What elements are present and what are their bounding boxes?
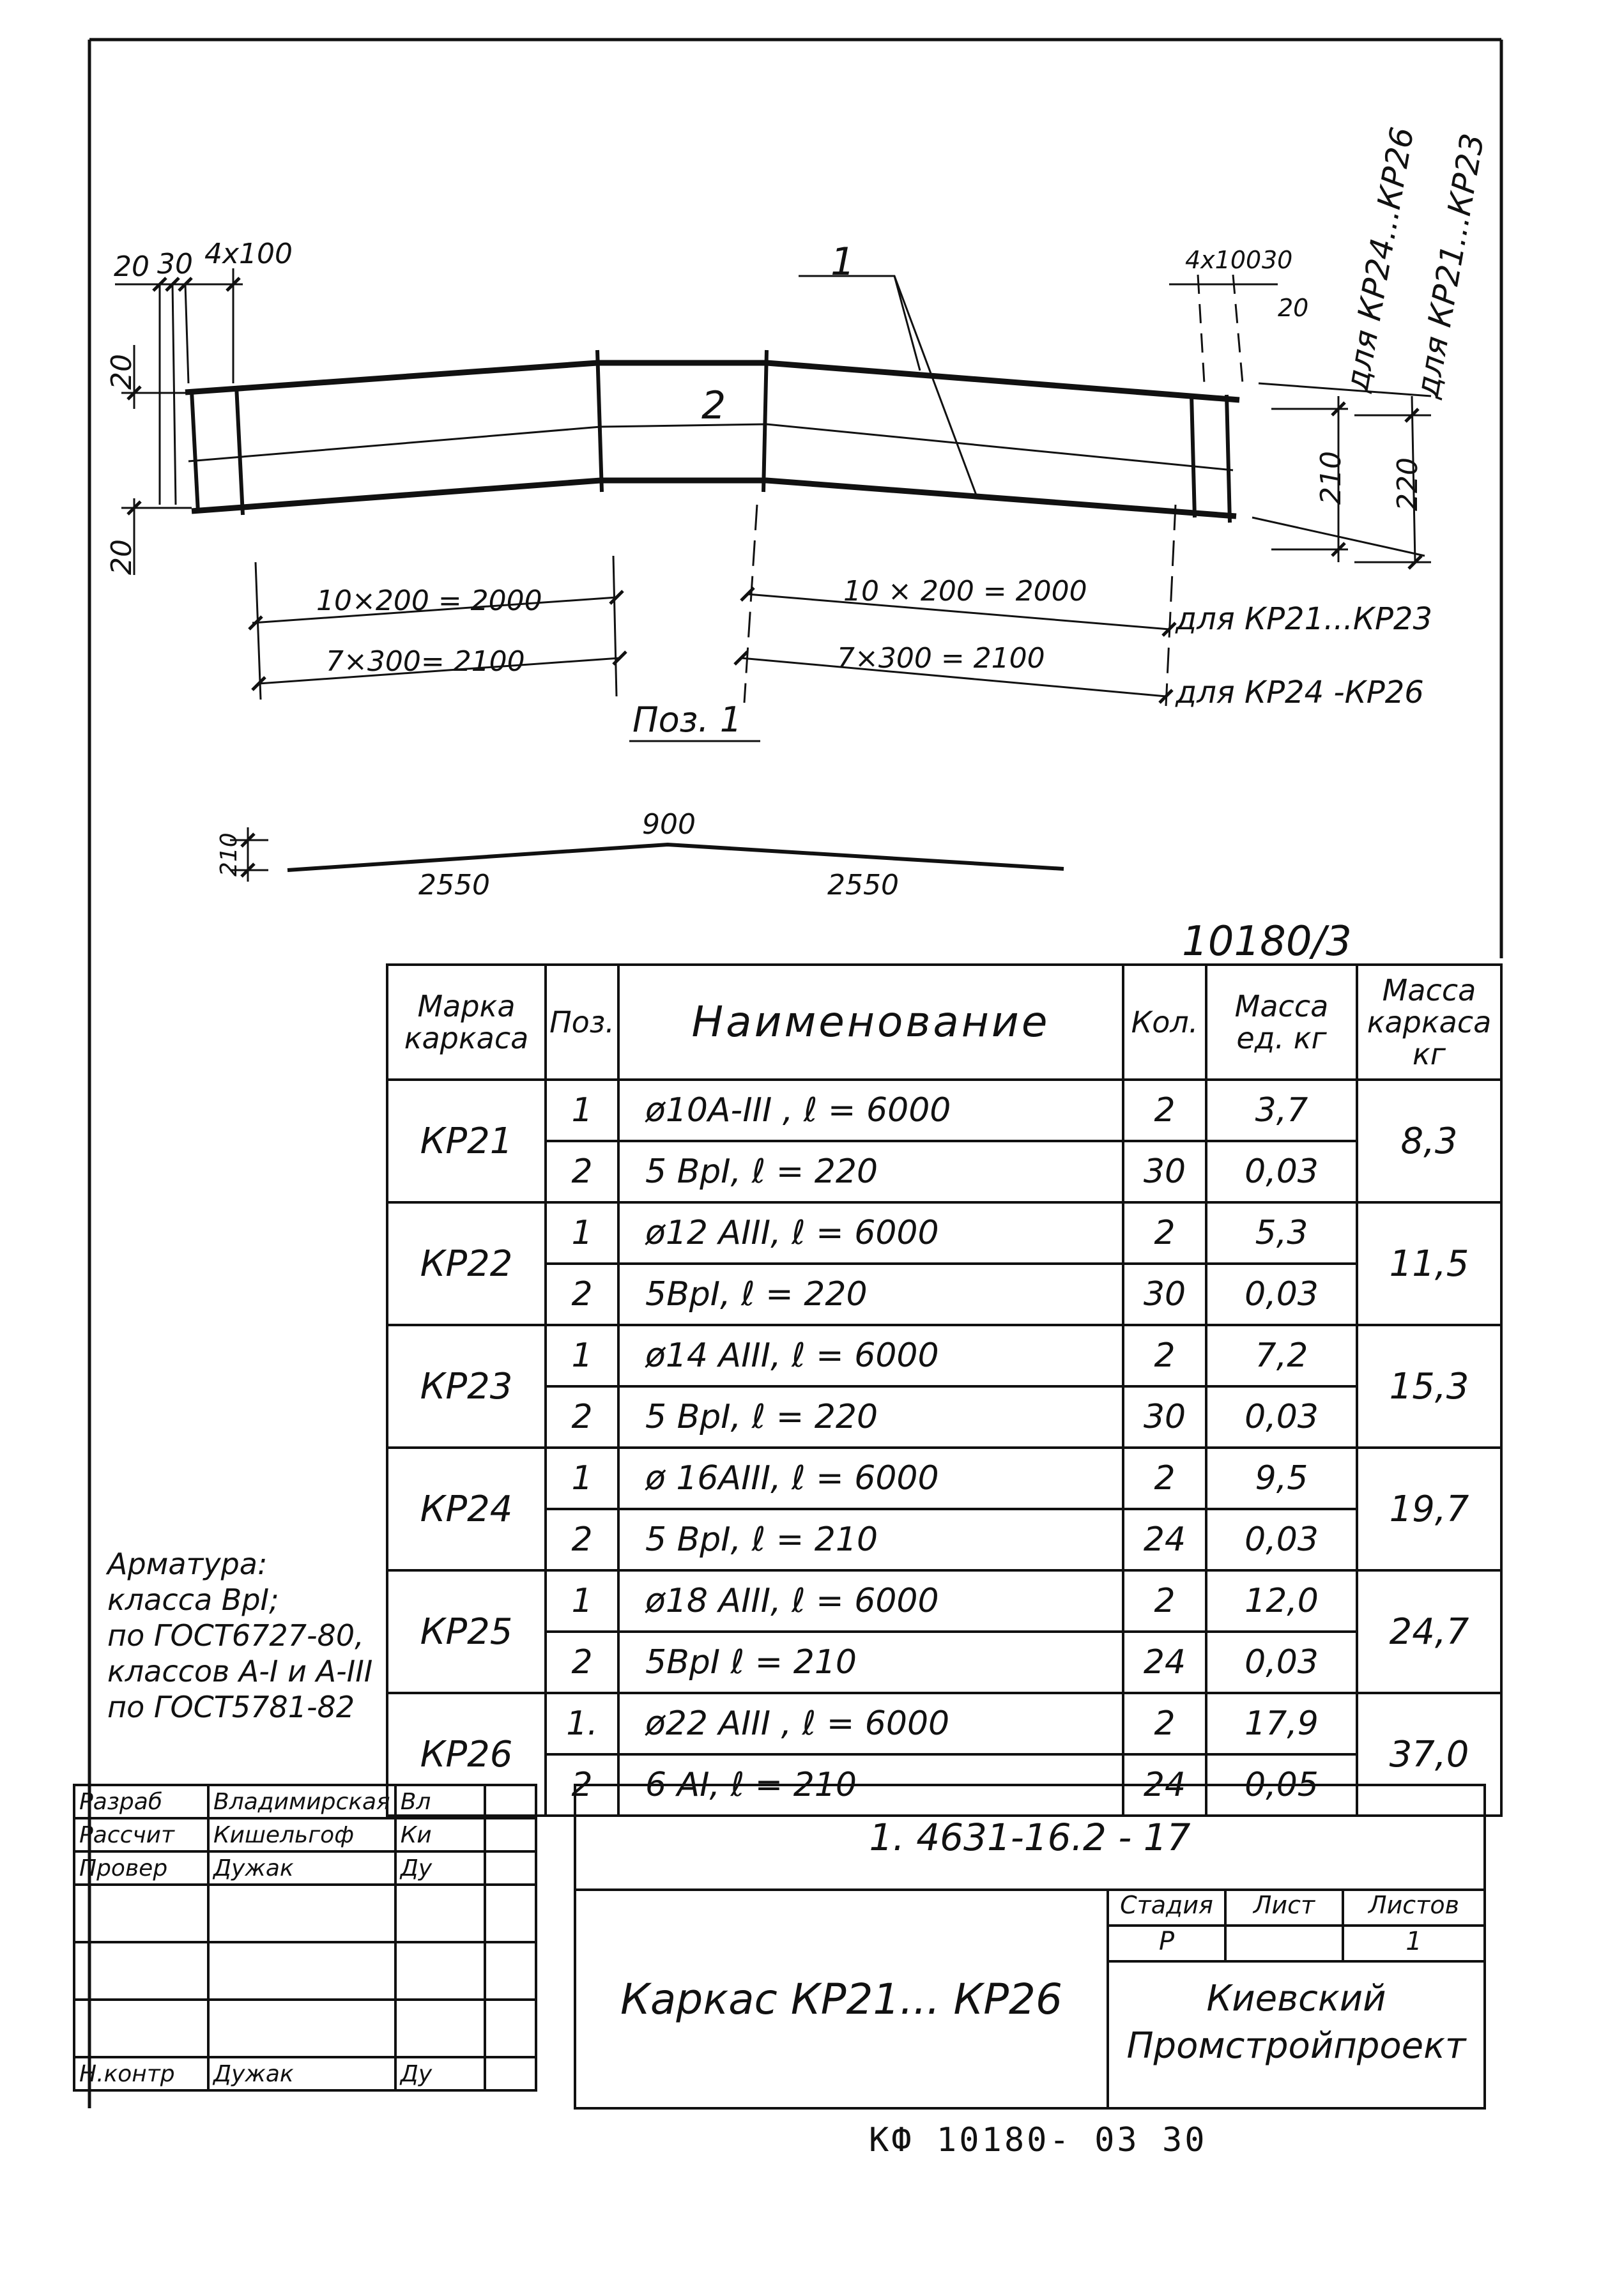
qty-cell: 2 <box>1123 1325 1206 1386</box>
header-frame-mass: Масса каркаса кг <box>1357 965 1501 1080</box>
specification-table <box>386 963 1503 1817</box>
mass-cell: 12,0 <box>1206 1570 1357 1632</box>
signature-row <box>74 1942 536 2000</box>
signature-cell: Ду <box>395 2057 485 2090</box>
stage-value: Р <box>1109 1927 1227 1960</box>
signature-row <box>74 1885 536 1942</box>
name-cell: 5 ВрI, ℓ = 210 <box>618 1509 1123 1570</box>
date-cell <box>485 2000 536 2057</box>
qty-cell: 2 <box>1123 1693 1206 1754</box>
pos-cell: 2 <box>546 1509 618 1570</box>
position-2-label: 2 <box>701 383 726 428</box>
header-pos: Поз. <box>546 965 618 1080</box>
sheet-value <box>1227 1927 1344 1960</box>
name-cell: ø10А-III , ℓ = 6000 <box>618 1080 1123 1141</box>
sheet-label: Лист <box>1227 1891 1344 1924</box>
signature-cell <box>395 1885 485 1942</box>
section-title: Поз. 1 <box>632 700 742 740</box>
qty-cell: 30 <box>1123 1264 1206 1325</box>
total-cell: 24,7 <box>1357 1570 1501 1693</box>
signature-cell <box>395 1942 485 2000</box>
mark-cell: КР22 <box>387 1202 546 1325</box>
dim-left-30: 30 <box>157 248 193 280</box>
qty-cell: 24 <box>1123 1632 1206 1693</box>
bend-middle-dim: 900 <box>642 808 696 841</box>
name-cell: 5ВрI ℓ = 210 <box>618 1632 1123 1693</box>
mass-cell: 17,9 <box>1206 1693 1357 1754</box>
signature-row <box>74 2057 536 2090</box>
note-line: по ГОСТ6727-80, <box>107 1618 364 1653</box>
dim-side-bottom-20: 20 <box>105 539 138 575</box>
note-kr24-kr26: для КР24...КР26 <box>1338 124 1421 395</box>
name-cell: 5 ВрI, ℓ = 220 <box>618 1386 1123 1448</box>
qty-cell: 24 <box>1123 1754 1206 1816</box>
qty-cell: 24 <box>1123 1509 1206 1570</box>
table-row <box>387 1325 1501 1386</box>
date-cell <box>485 2057 536 2090</box>
sheets-label: Листов <box>1368 1891 1459 1919</box>
qty-cell: 2 <box>1123 1448 1206 1509</box>
dim-side-top-20: 20 <box>105 354 138 390</box>
note-line: класса ВрI; <box>107 1582 279 1617</box>
table-row <box>387 1202 1501 1264</box>
mark-cell: КР21 <box>387 1080 546 1202</box>
mark-cell: КР25 <box>387 1570 546 1693</box>
role-cell: Провер <box>74 1851 208 1885</box>
dim-left-20: 20 <box>114 250 149 283</box>
mass-cell: 3,7 <box>1206 1080 1357 1141</box>
pos-cell: 1 <box>546 1325 618 1386</box>
stage-label: Стадия <box>1109 1891 1227 1924</box>
dim-right-spacing-1-note: для КР21...КР23 <box>1176 601 1432 637</box>
position-1-label: 1 <box>831 240 855 284</box>
name-cell: ø12 АIII, ℓ = 6000 <box>618 1202 1123 1264</box>
header-mark: Марка каркаса <box>387 965 546 1080</box>
total-cell: 19,7 <box>1357 1448 1501 1570</box>
dim-height-210: 210 <box>1315 451 1347 505</box>
pos-cell: 1 <box>546 1448 618 1509</box>
signature-cell: Вл <box>395 1785 485 1818</box>
dim-right-spacing-2-note: для КР24 -КР26 <box>1176 675 1424 710</box>
dimension-labels <box>114 238 1432 965</box>
drawing-code-cell <box>574 1784 1486 1891</box>
qty-cell: 2 <box>1123 1080 1206 1141</box>
name-cell <box>208 2000 395 2057</box>
reinforcement-note <box>107 1546 372 1725</box>
drawing-code: 1. 4631-16.2 - 17 <box>869 1816 1191 1859</box>
pos-cell: 1 <box>546 1202 618 1264</box>
bend-height-dim: 210 <box>216 832 242 877</box>
name-cell: 5 ВрI, ℓ = 220 <box>618 1141 1123 1202</box>
bend-right-dim: 2550 <box>827 869 899 901</box>
dim-left-spacing-1: 10×200 = 2000 <box>316 585 542 617</box>
organization-line-1: Киевский <box>1206 1978 1386 2019</box>
table-row <box>387 1693 1501 1754</box>
tick-marks <box>128 278 1421 877</box>
pos-cell: 1 <box>546 1570 618 1632</box>
table-row <box>387 1080 1501 1141</box>
dim-height-220: 220 <box>1391 457 1424 511</box>
role-cell: Разраб <box>74 1785 208 1818</box>
name-cell: ø18 АIII, ℓ = 6000 <box>618 1570 1123 1632</box>
table-row <box>387 1509 1501 1570</box>
archive-footer: КФ 10180- 03 30 <box>869 2121 1207 2159</box>
pos-cell: 2 <box>546 1754 618 1816</box>
name-cell: ø22 АIII , ℓ = 6000 <box>618 1693 1123 1754</box>
role-cell <box>74 1885 208 1942</box>
signature-row <box>74 1818 536 1851</box>
dim-right-spacing-1: 10 × 200 = 2000 <box>843 575 1087 608</box>
pos-cell: 1. <box>546 1693 618 1754</box>
organization-line-2: Промстройпроект <box>1126 2025 1466 2067</box>
mass-cell: 7,2 <box>1206 1325 1357 1386</box>
date-cell <box>485 1942 536 2000</box>
stage-sheet-block <box>1107 1888 1486 2110</box>
date-cell <box>485 1885 536 1942</box>
date-cell <box>485 1785 536 1818</box>
dim-left-spacing-2: 7×300= 2100 <box>326 645 525 678</box>
pos-cell: 2 <box>546 1264 618 1325</box>
title-block-signatures <box>73 1784 537 2092</box>
header-name: Наименование <box>618 965 1123 1080</box>
pos-cell: 1 <box>546 1080 618 1141</box>
dim-right-20: 20 <box>1278 294 1309 322</box>
drawing-title-cell <box>574 1888 1109 2110</box>
mark-cell: КР24 <box>387 1448 546 1570</box>
dim-right-4x100: 4x100 <box>1185 246 1262 274</box>
signature-cell: Ки <box>395 1818 485 1851</box>
mass-cell: 0,03 <box>1206 1264 1357 1325</box>
header-unit-mass: Масса ед. кг <box>1206 965 1357 1080</box>
mass-cell: 5,3 <box>1206 1202 1357 1264</box>
table-row <box>387 1386 1501 1448</box>
table-row <box>387 1264 1501 1325</box>
table-row <box>387 1448 1501 1509</box>
signature-cell: Ду <box>395 1851 485 1885</box>
bend-left-dim: 2550 <box>418 869 490 901</box>
name-cell: Дужак <box>208 2057 395 2090</box>
dim-right-spacing-2: 7×300 = 2100 <box>837 642 1045 675</box>
role-cell: Н.контр <box>74 2057 208 2090</box>
qty-cell: 30 <box>1123 1386 1206 1448</box>
frame-elevation <box>115 268 1431 882</box>
note-line: классов А-I и А-III <box>107 1654 373 1689</box>
mass-cell: 0,05 <box>1206 1754 1357 1816</box>
mass-cell: 0,03 <box>1206 1509 1357 1570</box>
note-line: по ГОСТ5781-82 <box>107 1690 355 1724</box>
signature-row <box>74 2000 536 2057</box>
mass-cell: 0,03 <box>1206 1141 1357 1202</box>
pos-cell: 2 <box>546 1632 618 1693</box>
role-cell: Рассчит <box>74 1818 208 1851</box>
mass-cell: 0,03 <box>1206 1632 1357 1693</box>
name-cell <box>208 1885 395 1942</box>
qty-cell: 2 <box>1123 1202 1206 1264</box>
name-cell <box>208 1942 395 2000</box>
total-cell: 15,3 <box>1357 1325 1501 1448</box>
table-row <box>387 1141 1501 1202</box>
name-cell: ø14 АIII, ℓ = 6000 <box>618 1325 1123 1386</box>
organization <box>1109 1963 1483 2070</box>
note-line: Арматура: <box>107 1547 268 1581</box>
role-cell <box>74 1942 208 2000</box>
qty-cell: 30 <box>1123 1141 1206 1202</box>
archive-number: 10180/3 <box>1182 918 1352 965</box>
qty-cell: 2 <box>1123 1570 1206 1632</box>
signature-row <box>74 1851 536 1885</box>
mark-cell: КР23 <box>387 1325 546 1448</box>
total-cell: 11,5 <box>1357 1202 1501 1325</box>
mark-cell: КР26 <box>387 1693 546 1816</box>
date-cell <box>485 1851 536 1885</box>
name-cell: ø 16АIII, ℓ = 6000 <box>618 1448 1123 1509</box>
sheets-value: 1 <box>1406 1927 1422 1956</box>
dim-left-4x100: 4x100 <box>204 238 293 270</box>
name-cell: Дужак <box>208 1851 395 1885</box>
table-row <box>387 1632 1501 1693</box>
header-qty: Кол. <box>1123 965 1206 1080</box>
note-kr21-kr23: для КР21...КР23 <box>1408 130 1492 401</box>
mass-cell: 9,5 <box>1206 1448 1357 1509</box>
signature-row <box>74 1785 536 1818</box>
role-cell <box>74 2000 208 2057</box>
pos-cell: 2 <box>546 1141 618 1202</box>
mass-cell: 0,03 <box>1206 1386 1357 1448</box>
name-cell: 6 АI, ℓ = 210 <box>618 1754 1123 1816</box>
name-cell: Владимирская <box>208 1785 395 1818</box>
name-cell: 5ВрI, ℓ = 220 <box>618 1264 1123 1325</box>
drawing-title: Каркас КР21... КР26 <box>620 1974 1062 2024</box>
table-row <box>387 1570 1501 1632</box>
signature-cell <box>395 2000 485 2057</box>
total-cell: 37,0 <box>1357 1693 1501 1816</box>
pos-cell: 2 <box>546 1386 618 1448</box>
total-cell: 8,3 <box>1357 1080 1501 1202</box>
dim-right-30: 30 <box>1262 246 1293 274</box>
name-cell: Кишельгоф <box>208 1818 395 1851</box>
date-cell <box>485 1818 536 1851</box>
